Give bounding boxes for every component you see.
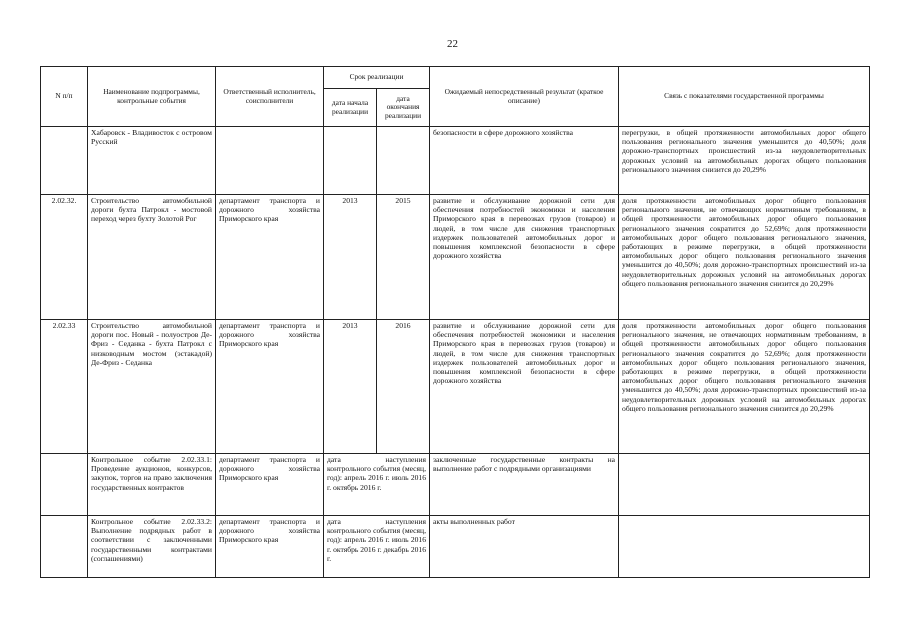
header-name: Наименование подпрограммы, контрольные события (88, 67, 216, 127)
row-num (41, 516, 88, 578)
row-result: развитие и обслуживание дорожной сети для обеспечения потребностей экономики и населения Приморского края в перевозках грузов (товаров) и людей, в том числе для снижения транспортных издержек пользователей автомобильных дорог и повышения комплексной безопасности в сфере дорожного хозяйства (430, 195, 619, 320)
row-name: Контрольное событие 2.02.33.1: Проведение аукционов, конкурсов, закупок, торгов на право заключения государственных контрактов (88, 454, 216, 516)
row-link: доля протяженности автомобильных дорог общего пользования регионального значения, не отвечающих нормативным требованиям, в общей протяженности автомобильных дорог общего пользования регионального значения сократится до 52,69%; доля протяженности автомобильных дорог общего пользования регионального значения, работающих в режиме перегрузки, в общей протяженности автомобильных дорог общего пользования регионального значения уменьшится до 40,50%; доля дорожно-транспортных происшествий из-за неудовлетворительных дорожных условий на автомобильных дорогах общего пользования регионального значения снизится до 20,29% (619, 320, 870, 454)
table-row (41, 516, 870, 578)
row-result: развитие и обслуживание дорожной сети для обеспечения потребностей экономики и населения Приморского края в перевозках грузов (товаров) и людей, в том числе для снижения транспортных издержек пользователей автомобильных дорог и повышения комплексной безопасности в сфере дорожного хозяйства (430, 320, 619, 454)
row-dates: дата наступления контрольного события (месяц, год): апрель 2016 г. июль 2016 г. октябрь 2016 г. декабрь 2016 г. (324, 516, 430, 578)
row-num: 2.02.32. (41, 195, 88, 320)
row-start: 2013 (324, 195, 377, 320)
row-end: 2016 (377, 320, 430, 454)
header-num: N п/п (41, 67, 88, 127)
row-responsible: департамент транспорта и дорожного хозяйства Приморского края (216, 320, 324, 454)
row-dates: дата наступления контрольного события (месяц, год): апрель 2016 г. июль 2016 г. октябрь 2016 г. (324, 454, 430, 516)
row-result: заключенные государственные контракты на выполнение работ с подрядными организациями (430, 454, 619, 516)
table-row (41, 454, 870, 516)
header-end: дата окончания реализации (377, 89, 430, 127)
row-responsible: департамент транспорта и дорожного хозяйства Приморского края (216, 516, 324, 578)
row-name: Строительство автомобильной дороги пос. Новый - полуостров Де-Фриз - Седанка - бухта Патрокл с низководным мостом (эстакадой) Де-Фриз - Седанка (88, 320, 216, 454)
row-link (619, 454, 870, 516)
row-responsible (216, 127, 324, 195)
row-link: перегрузки, в общей протяженности автомобильных дорог общего пользования регионального значения уменьшится до 40,50%; доля дорожно-транспортных происшествий из-за неудовлетворительных дорожных условий на автомобильных дорогах общего пользования регионального значения снизится до 20,29% (619, 127, 870, 195)
row-link: доля протяженности автомобильных дорог общего пользования регионального значения, не отвечающих нормативным требованиям, в общей протяженности автомобильных дорог общего пользования регионального значения сократится до 52,69%; доля протяженности автомобильных дорог общего пользования регионального значения, работающих в режиме перегрузки, в общей протяженности автомобильных дорог общего пользования регионального значения уменьшится до 40,50%; доля дорожно-транспортных происшествий из-за неудовлетворительных дорожных условий на автомобильных дорогах общего пользования регионального значения снизится до 20,29% (619, 195, 870, 320)
row-result: безопасности в сфере дорожного хозяйства (430, 127, 619, 195)
row-result: акты выполненных работ (430, 516, 619, 578)
row-num (41, 454, 88, 516)
table-row (41, 127, 870, 195)
row-num (41, 127, 88, 195)
row-end (377, 127, 430, 195)
header-term: Срок реализации (324, 67, 430, 89)
row-start: 2013 (324, 320, 377, 454)
header-responsible: Ответственный исполнитель, соисполнители (216, 67, 324, 127)
row-responsible: департамент транспорта и дорожного хозяйства Приморского края (216, 454, 324, 516)
header-result: Ожидаемый непосредственный результат (краткое описание) (430, 67, 619, 127)
page-number: 22 (447, 38, 458, 50)
row-start (324, 127, 377, 195)
row-link (619, 516, 870, 578)
header-link: Связь с показателями государственной программы (619, 67, 870, 127)
row-name: Контрольное событие 2.02.33.2: Выполнение подрядных работ в соответствии с заключенными государственными контрактами (соглашениями) (88, 516, 216, 578)
row-name: Строительство автомобильной дороги бухта Патрокл - мостовой переход через бухту Золотой Рог (88, 195, 216, 320)
header-start: дата начала реализации (324, 89, 377, 127)
row-end: 2015 (377, 195, 430, 320)
table-row (41, 320, 870, 454)
row-responsible: департамент транспорта и дорожного хозяйства Приморского края (216, 195, 324, 320)
table-row (41, 195, 870, 320)
header-row (41, 67, 870, 89)
row-num: 2.02.33 (41, 320, 88, 454)
row-name: Хабаровск - Владивосток с островом Русский (88, 127, 216, 195)
program-table (40, 66, 870, 578)
